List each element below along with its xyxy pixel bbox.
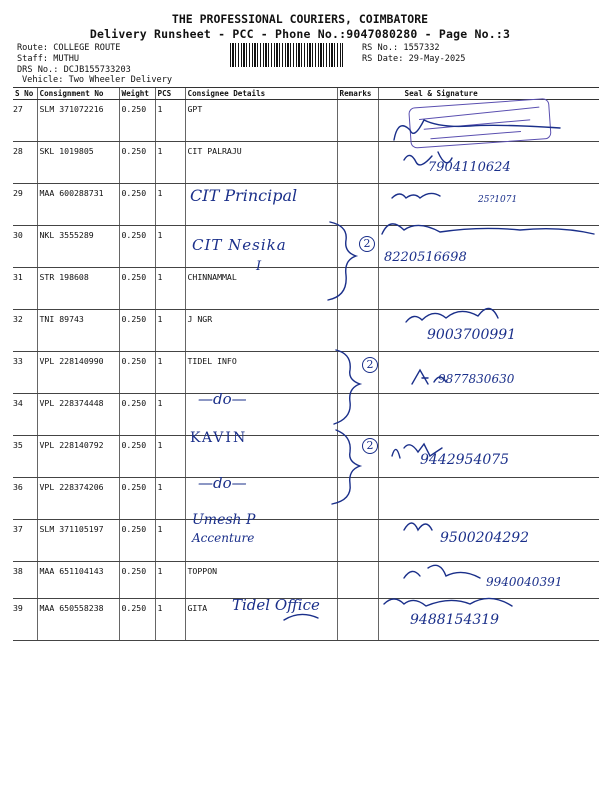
weight-cell: 0.250 (119, 599, 155, 641)
consignee-cell: TIDEL INFO (185, 352, 337, 394)
col-sno: S No (13, 88, 37, 100)
pcs-cell: 1 (155, 352, 185, 394)
col-signature: Seal & Signature (378, 88, 599, 100)
sno-cell: 30 (13, 226, 37, 268)
signature-phone: 9488154319 (410, 612, 500, 628)
consignment-cell: STR 198608 (37, 268, 119, 310)
company-stamp (409, 98, 551, 148)
weight-cell: 0.250 (119, 520, 155, 562)
runsheet-title: Delivery Runsheet - PCC - Phone No.:9047080280 - Page No.:3 (89, 27, 511, 41)
consignee-cell: GPT (185, 100, 337, 142)
consignee-cell: CHINNAMMAL (185, 268, 337, 310)
rs-date: RS Date: 29-May-2025 (362, 54, 466, 64)
pcs-cell: 1 (155, 100, 185, 142)
signature-39 (384, 598, 512, 606)
signature-phone: 25?1071 (478, 195, 518, 205)
handwritten-ditto: —do— (198, 390, 247, 408)
sno-cell: 29 (13, 184, 37, 226)
consignee-cell: CIT PALRAJU (185, 142, 337, 184)
signature-27 (394, 120, 560, 140)
pcs-cell: 1 (155, 142, 185, 184)
weight-cell: 0.250 (119, 100, 155, 142)
sno-cell: 28 (13, 142, 37, 184)
consignment-cell: SLM 371105197 (37, 520, 119, 562)
pcs-cell: 1 (155, 436, 185, 478)
remark-two-circle: 2 (362, 438, 378, 454)
signature-phone: 9500204292 (440, 530, 530, 546)
signature-28 (404, 152, 452, 165)
brace-30-31 (328, 222, 356, 300)
pcs-cell: 1 (155, 520, 185, 562)
route-label: Route: COLLEGE ROUTE (17, 43, 121, 53)
signature-33 (412, 370, 446, 384)
handwritten-consignee: Umesh P (192, 512, 256, 528)
consignment-cell: MAA 600288731 (37, 184, 119, 226)
pcs-cell: 1 (155, 226, 185, 268)
weight-cell: 0.250 (119, 562, 155, 599)
consignee-cell: J NGR (185, 310, 337, 352)
consignment-cell: VPL 228374206 (37, 478, 119, 520)
col-weight: Weight (119, 88, 155, 100)
consignment-cell: MAA 650558238 (37, 599, 119, 641)
handwritten-ditto: —do— (198, 474, 247, 492)
consignee-cell: TOPPON (185, 562, 337, 599)
signature-30 (382, 224, 594, 234)
weight-cell: 0.250 (119, 226, 155, 268)
pcs-cell: 1 (155, 310, 185, 352)
handwritten-consignee: KAVIN (190, 430, 248, 446)
sno-cell: 35 (13, 436, 37, 478)
weight-cell: 0.250 (119, 394, 155, 436)
consignment-cell: NKL 3555289 (37, 226, 119, 268)
weight-cell: 0.250 (119, 142, 155, 184)
sno-cell: 27 (13, 100, 37, 142)
sno-cell: 39 (13, 599, 37, 641)
pcs-cell: 1 (155, 562, 185, 599)
sno-cell: 34 (13, 394, 37, 436)
consignment-cell: VPL 228140990 (37, 352, 119, 394)
signature-phone: 8220516698 (384, 250, 467, 265)
signature-32 (406, 308, 498, 322)
sno-cell: 32 (13, 310, 37, 352)
handwritten-consignee: Tidel Office (232, 596, 320, 614)
rs-number: RS No.: 1557332 (362, 43, 440, 53)
remark-two-circle: 2 (362, 357, 378, 373)
col-consignment: Consignment No (37, 88, 119, 100)
signature-37 (404, 523, 432, 530)
remark-two-circle: 2 (359, 236, 375, 252)
drs-label: DRS No.: DCJB155733203 (17, 65, 131, 75)
handwritten-consignee: CIT Principal (190, 186, 298, 205)
tidel-underline (284, 614, 318, 620)
col-consignee: Consignee Details (185, 88, 337, 100)
pcs-cell: 1 (155, 268, 185, 310)
signature-35 (392, 444, 442, 458)
consignment-cell: SLM 371072216 (37, 100, 119, 142)
handwritten-consignee: CIT Nesika (192, 236, 287, 254)
pcs-cell: 1 (155, 184, 185, 226)
pcs-cell: 1 (155, 394, 185, 436)
consignee-cell: GITA (185, 599, 337, 641)
sno-cell: 31 (13, 268, 37, 310)
company-title: THE PROFESSIONAL COURIERS, COIMBATORE (171, 12, 429, 26)
signature-phone: 9003700991 (427, 327, 517, 343)
handwritten-company: Accenture (192, 531, 255, 545)
brace-33-34 (334, 350, 360, 424)
consignment-cell: SKL 1019805 (37, 142, 119, 184)
signature-phone: 9877830630 (438, 372, 515, 386)
signature-phone: 7904110624 (428, 160, 511, 175)
pcs-cell: 1 (155, 599, 185, 641)
sno-cell: 38 (13, 562, 37, 599)
weight-cell: 0.250 (119, 436, 155, 478)
weight-cell: 0.250 (119, 352, 155, 394)
signature-phone: 9442954075 (420, 452, 510, 468)
weight-cell: 0.250 (119, 184, 155, 226)
sno-cell: 36 (13, 478, 37, 520)
signature-29 (392, 193, 440, 198)
brace-35-36 (332, 430, 360, 504)
consignment-cell: TNI 89743 (37, 310, 119, 352)
consignment-cell: MAA 651104143 (37, 562, 119, 599)
col-remarks: Remarks (337, 88, 378, 100)
sno-cell: 37 (13, 520, 37, 562)
consignment-cell: VPL 228374448 (37, 394, 119, 436)
weight-cell: 0.250 (119, 310, 155, 352)
vehicle-label: Vehicle: Two Wheeler Delivery (22, 75, 173, 85)
pcs-cell: 1 (155, 478, 185, 520)
weight-cell: 0.250 (119, 478, 155, 520)
col-pcs: PCS (155, 88, 185, 100)
sno-cell: 33 (13, 352, 37, 394)
signature-phone: 9940040391 (486, 575, 563, 589)
signature-38 (404, 565, 480, 578)
handwritten-mark: I (256, 259, 262, 274)
staff-label: Staff: MUTHU (17, 54, 80, 64)
consignment-cell: VPL 228140792 (37, 436, 119, 478)
weight-cell: 0.250 (119, 268, 155, 310)
